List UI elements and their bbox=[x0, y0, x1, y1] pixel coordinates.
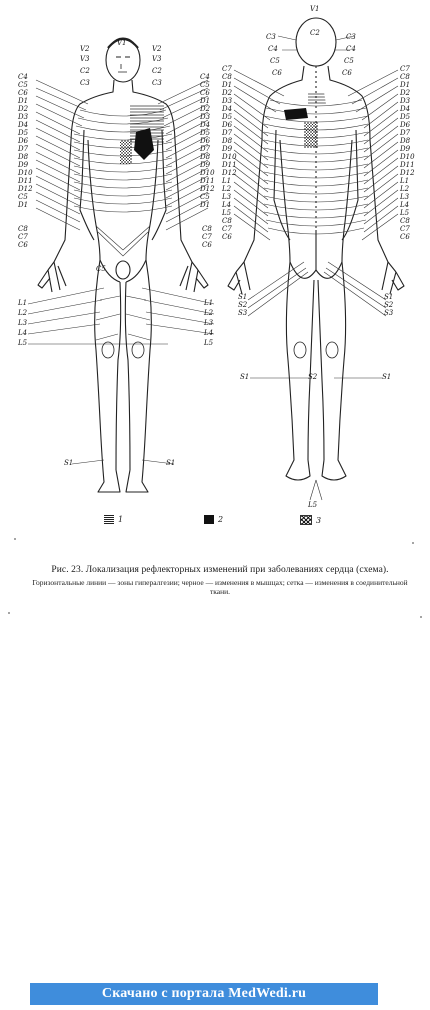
back-head-label: C3 bbox=[346, 33, 356, 41]
back-left-label: D1 bbox=[222, 81, 233, 89]
front-hand-left-label: C7 bbox=[18, 233, 28, 241]
back-sacral-left-label: S3 bbox=[238, 309, 248, 317]
back-right-label: C8 bbox=[400, 217, 410, 225]
download-banner[interactable] bbox=[30, 983, 378, 1005]
back-sacral-right-label: S2 bbox=[384, 301, 394, 309]
front-trunk-right-label: C5 bbox=[200, 81, 210, 89]
back-left-label: D12 bbox=[222, 169, 237, 177]
front-hand-right-label: C6 bbox=[202, 241, 212, 249]
grid-swatch bbox=[300, 515, 312, 525]
back-hatch-zone bbox=[308, 92, 326, 104]
back-left-label: D4 bbox=[222, 105, 233, 113]
front-trunk-left-label: D4 bbox=[18, 121, 29, 129]
front-leg-left-label: L3 bbox=[18, 319, 28, 327]
body-outlines bbox=[8, 0, 422, 520]
front-leg-right-label: L4 bbox=[204, 329, 214, 337]
front-trunk-right-label: C6 bbox=[200, 89, 210, 97]
caption-title: Рис. 23. Локализация рефлекторных изменений при заболеваниях сердца (схема). bbox=[51, 565, 389, 575]
scan-speck bbox=[420, 616, 422, 618]
front-hand-right-label: C8 bbox=[202, 225, 212, 233]
legend-item bbox=[300, 515, 321, 525]
back-head-label: C3 bbox=[266, 33, 276, 41]
back-black-zone bbox=[284, 108, 308, 120]
back-left-label: C8 bbox=[222, 73, 232, 81]
front-trunk-left-label: D11 bbox=[18, 177, 33, 185]
horizontal-lines-swatch bbox=[104, 515, 114, 524]
back-right-label: D2 bbox=[400, 89, 411, 97]
back-leg-label: S1 bbox=[240, 373, 250, 381]
caption-body: Горизонтальные линии — зоны гипералгезии; черное — изменения в мышцах; сетка — изменения в соединительной ткани. bbox=[32, 578, 408, 596]
back-left-label: D6 bbox=[222, 121, 233, 129]
front-trunk-right-label: D7 bbox=[200, 145, 211, 153]
front-face-right-label: C2 bbox=[152, 67, 162, 75]
front-trunk-left-label: C4 bbox=[18, 73, 28, 81]
back-left-label: D5 bbox=[222, 113, 233, 121]
back-right-label: D3 bbox=[400, 97, 411, 105]
front-trunk-right-label: D9 bbox=[200, 161, 211, 169]
back-right-label: D1 bbox=[400, 81, 411, 89]
front-trunk-right-label: D2 bbox=[200, 105, 211, 113]
scan-speck bbox=[14, 538, 16, 540]
front-face-right-label: V2 bbox=[152, 45, 162, 53]
back-left-label: D2 bbox=[222, 89, 233, 97]
back-right-label: D6 bbox=[400, 121, 411, 129]
back-head-label: C5 bbox=[344, 57, 354, 65]
back-left-label: C7 bbox=[222, 65, 232, 73]
front-trunk-right-label: D12 bbox=[200, 185, 215, 193]
front-foot-label: S1 bbox=[166, 459, 176, 467]
front-face-left-label: C3 bbox=[80, 79, 90, 87]
figure-caption bbox=[28, 565, 412, 596]
back-right-label: L1 bbox=[400, 177, 410, 185]
solid-black-swatch bbox=[204, 515, 214, 524]
back-left-label: D10 bbox=[222, 153, 237, 161]
front-leg-left-label: L4 bbox=[18, 329, 28, 337]
legend-item bbox=[204, 515, 223, 524]
front-leg-left-label: L1 bbox=[18, 299, 28, 307]
front-trunk-left-label: D7 bbox=[18, 145, 29, 153]
front-trunk-right-label: D11 bbox=[200, 177, 215, 185]
scan-speck bbox=[8, 612, 10, 614]
front-hand-left-label: C8 bbox=[18, 225, 28, 233]
front-leg-right-label: L2 bbox=[204, 309, 214, 317]
legend-item bbox=[104, 515, 123, 524]
front-hand-right-label: C7 bbox=[202, 233, 212, 241]
front-trunk-left-label: D1 bbox=[18, 97, 29, 105]
back-left-label: L4 bbox=[222, 201, 232, 209]
back-right-label: D4 bbox=[400, 105, 411, 113]
back-right-label: L2 bbox=[400, 185, 410, 193]
front-trunk-left-label: C6 bbox=[18, 89, 28, 97]
front-trunk-right-label: D1 bbox=[200, 201, 211, 209]
dermatome-figure bbox=[8, 0, 422, 520]
back-head-label: C5 bbox=[270, 57, 280, 65]
legend-number: 3 bbox=[316, 515, 322, 525]
back-right-label: D9 bbox=[400, 145, 411, 153]
back-left-label: D9 bbox=[222, 145, 233, 153]
scan-speck bbox=[412, 542, 414, 544]
front-face-right-label: V3 bbox=[152, 55, 162, 63]
back-left-label: D11 bbox=[222, 161, 237, 169]
back-leg-label: S1 bbox=[382, 373, 392, 381]
back-left-label: L5 bbox=[222, 209, 232, 217]
front-hand-left-label: C6 bbox=[18, 241, 28, 249]
front-trunk-left-label: C5 bbox=[18, 81, 28, 89]
back-left-label: D8 bbox=[222, 137, 233, 145]
back-left-label: C6 bbox=[222, 233, 232, 241]
front-face-right-label: C3 bbox=[152, 79, 162, 87]
front-trunk-right-label: C5 bbox=[200, 193, 210, 201]
banner-text: Скачано с портала MedWedi.ru bbox=[101, 986, 307, 1001]
back-label-top: V1 bbox=[310, 5, 320, 13]
back-sacral-left-label: S1 bbox=[238, 293, 248, 301]
back-right-label: D8 bbox=[400, 137, 411, 145]
back-body bbox=[228, 18, 404, 480]
front-leg-right-label: L3 bbox=[204, 319, 214, 327]
back-right-label: D7 bbox=[400, 129, 411, 137]
front-trunk-right-label: C4 bbox=[200, 73, 210, 81]
front-trunk-left-label: D8 bbox=[18, 153, 29, 161]
back-head-label: C2 bbox=[310, 29, 320, 37]
front-face-left-label: V3 bbox=[80, 55, 90, 63]
back-left-label: C8 bbox=[222, 217, 232, 225]
front-leg-right-label: L1 bbox=[204, 299, 214, 307]
back-right-label: D5 bbox=[400, 113, 411, 121]
back-grid-zone bbox=[304, 122, 318, 148]
back-left-label: L3 bbox=[222, 193, 232, 201]
front-trunk-left-label: D12 bbox=[18, 185, 33, 193]
back-leg-label: S2 bbox=[308, 373, 318, 381]
back-head-label: C6 bbox=[272, 69, 282, 77]
front-leg-left-label: L2 bbox=[18, 309, 28, 317]
back-left-label: L1 bbox=[222, 177, 232, 185]
back-right-label: L5 bbox=[400, 209, 410, 217]
front-trunk-right-label: D10 bbox=[200, 169, 215, 177]
front-groin-label: C5 bbox=[96, 265, 106, 273]
back-sacral-right-label: S1 bbox=[384, 293, 394, 301]
front-trunk-right-label: D3 bbox=[200, 113, 211, 121]
front-trunk-right-label: D5 bbox=[200, 129, 211, 137]
back-left-label: D3 bbox=[222, 97, 233, 105]
front-label-top: V1 bbox=[117, 39, 127, 47]
front-trunk-left-label: D1 bbox=[18, 201, 29, 209]
front-trunk-left-label: D2 bbox=[18, 105, 29, 113]
back-right-label: C7 bbox=[400, 65, 410, 73]
front-leg-right-label: L5 bbox=[204, 339, 214, 347]
back-right-label: D11 bbox=[400, 161, 415, 169]
back-head-label: C4 bbox=[346, 45, 356, 53]
legend-number: 1 bbox=[118, 515, 124, 524]
front-trunk-left-label: D6 bbox=[18, 137, 29, 145]
front-trunk-right-label: D8 bbox=[200, 153, 211, 161]
front-trunk-left-label: C5 bbox=[18, 193, 28, 201]
front-trunk-left-label: D5 bbox=[18, 129, 29, 137]
front-trunk-left-label: D9 bbox=[18, 161, 29, 169]
front-face-left-label: C2 bbox=[80, 67, 90, 75]
back-head-label: C6 bbox=[342, 69, 352, 77]
back-right-label: C8 bbox=[400, 73, 410, 81]
front-grid-zone bbox=[120, 140, 132, 164]
front-trunk-left-label: D3 bbox=[18, 113, 29, 121]
back-right-label: D12 bbox=[400, 169, 415, 177]
back-left-label: L2 bbox=[222, 185, 232, 193]
back-right-label: C7 bbox=[400, 225, 410, 233]
back-bottom-label: L5 bbox=[308, 501, 318, 509]
back-sacral-left-label: S2 bbox=[238, 301, 248, 309]
front-leg-left-label: L5 bbox=[18, 339, 28, 347]
front-foot-label: S1 bbox=[64, 459, 74, 467]
back-right-label: L3 bbox=[400, 193, 410, 201]
front-trunk-right-label: D6 bbox=[200, 137, 211, 145]
back-left-label: C7 bbox=[222, 225, 232, 233]
front-trunk-right-label: D1 bbox=[200, 97, 211, 105]
front-trunk-left-label: D10 bbox=[18, 169, 33, 177]
back-head-label: C4 bbox=[268, 45, 278, 53]
back-right-label: D10 bbox=[400, 153, 415, 161]
legend bbox=[0, 515, 430, 533]
front-face-left-label: V2 bbox=[80, 45, 90, 53]
legend-number: 2 bbox=[218, 515, 224, 524]
front-trunk-right-label: D4 bbox=[200, 121, 211, 129]
back-left-label: D7 bbox=[222, 129, 233, 137]
back-sacral-right-label: S3 bbox=[384, 309, 394, 317]
back-right-label: L4 bbox=[400, 201, 410, 209]
back-right-label: C6 bbox=[400, 233, 410, 241]
